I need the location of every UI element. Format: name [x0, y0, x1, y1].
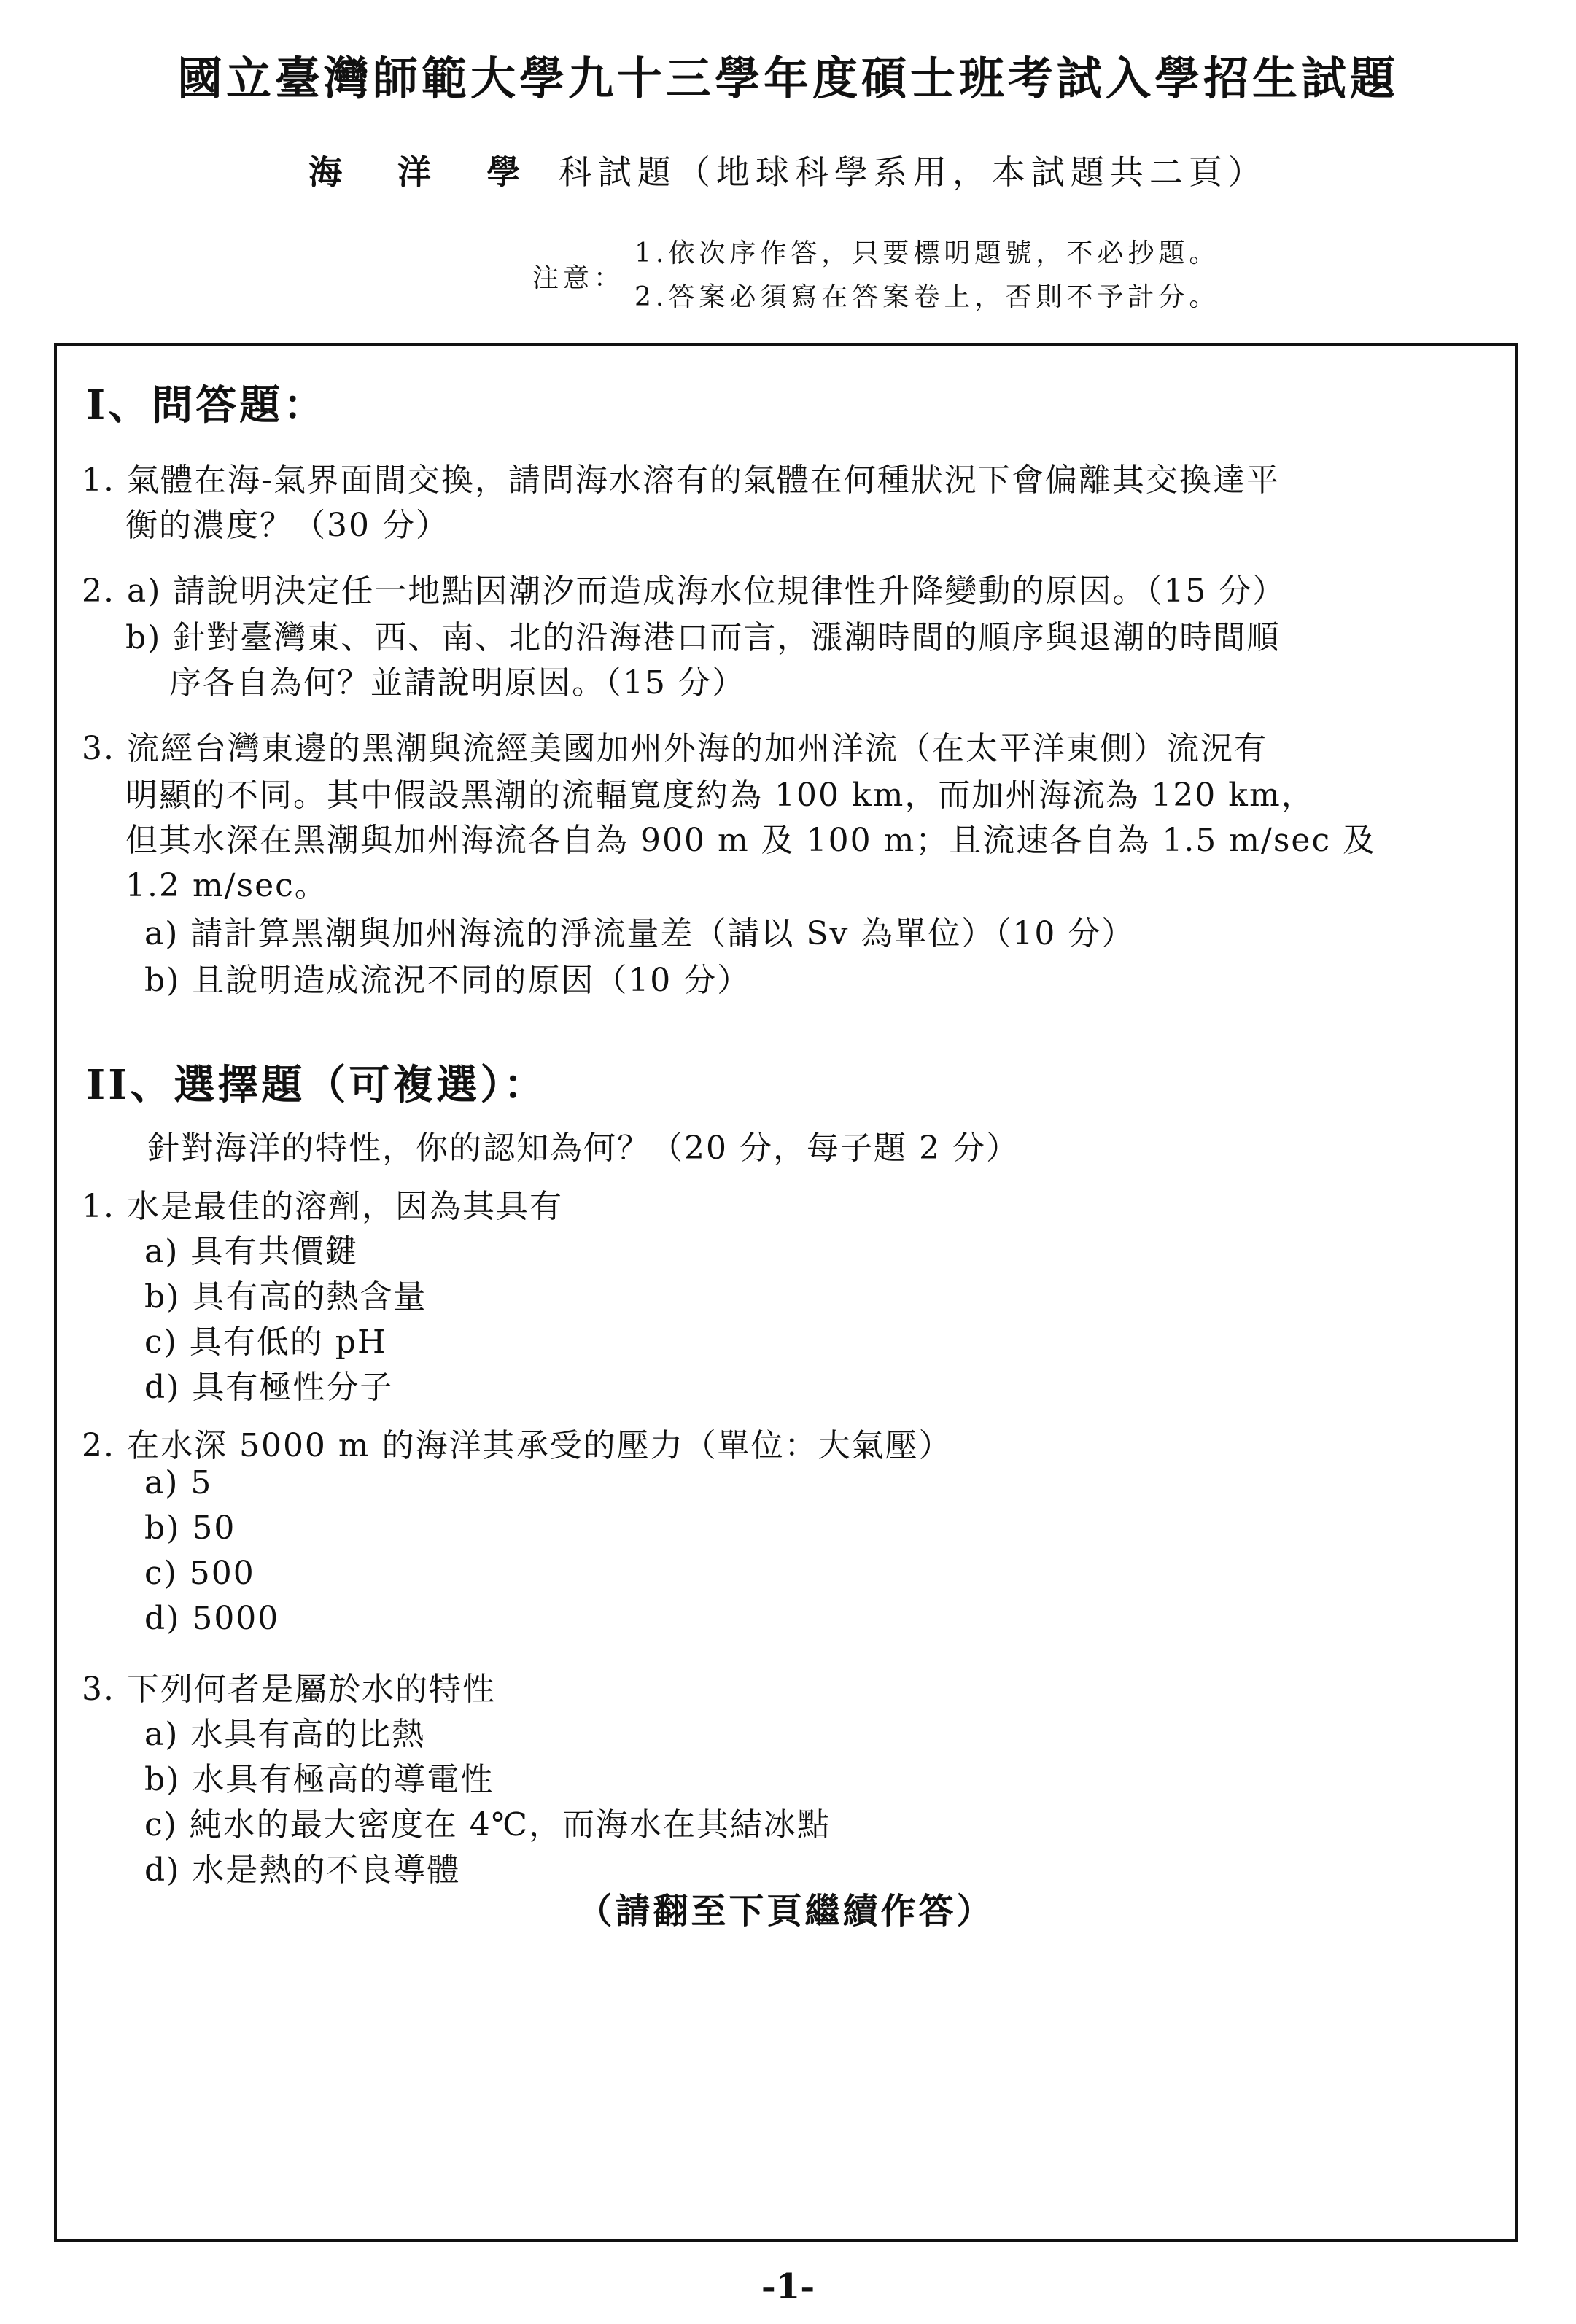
exam-title: 國立臺灣師範大學九十三學年度碩士班考試入學招生試題 — [176, 52, 1399, 105]
question-line: b) 針對臺灣東、西、南、北的沿海港口而言，漲潮時間的順序與退潮的時間順 — [125, 619, 1281, 656]
subject-name: 海 洋 學 — [308, 152, 543, 192]
question-line: 1. 氣體在海-氣界面間交換，請問海水溶有的氣體在何種狀況下會偏離其交換達平 — [82, 462, 1280, 499]
choice-line: 2. 在水深 5000 m 的海洋其承受的壓力（單位：大氣壓） — [82, 1427, 952, 1464]
question-line: 3. 流經台灣東邊的黑潮與流經美國加州外海的加州洋流（在太平洋東側）流況有 — [82, 730, 1268, 767]
section-heading-1: I、問答題： — [86, 381, 327, 430]
exam-subtitle — [0, 146, 1576, 194]
choice-line: d) 5000 — [144, 1600, 280, 1637]
choice-line: a) 水具有高的比熱 — [144, 1716, 426, 1753]
question-line: 但其水深在黑潮與加州海流各自為 900 m 及 100 m；且流速各自為 1.5 m/sec 及 — [125, 822, 1377, 859]
choice-line: b) 50 — [144, 1509, 236, 1547]
exam-notes — [532, 232, 1219, 319]
choice-line: c) 具有低的 pH — [144, 1324, 387, 1361]
choice-line: d) 具有極性分子 — [144, 1369, 394, 1406]
choice-line: b) 具有高的熱含量 — [144, 1278, 427, 1315]
question-line: b) 且說明造成流況不同的原因（10 分） — [144, 962, 751, 999]
subtitle-rest: 科試題（地球科學系用，本試題共二頁） — [558, 152, 1268, 192]
notes-label: 注意： — [532, 263, 625, 293]
choice-line: c) 500 — [144, 1555, 255, 1592]
choice-line: 3. 下列何者是屬於水的特性 — [82, 1671, 496, 1708]
choice-line: d) 水是熱的不良導體 — [144, 1851, 461, 1889]
question-line: 衡的濃度？（30 分） — [125, 507, 449, 544]
choice-line: a) 具有共價鍵 — [144, 1233, 359, 1270]
question-box — [54, 343, 1518, 2242]
section-heading-2: II、選擇題（可複選）： — [86, 1061, 548, 1109]
question-line: a) 請計算黑潮與加州海流的淨流量差（請以 Sv 為單位）（10 分） — [144, 915, 1136, 952]
choice-line: 1. 水是最佳的溶劑，因為其具有 — [82, 1188, 563, 1225]
choice-line: a) 5 — [144, 1464, 213, 1501]
question-line: 序各自為何？並請說明原因。（15 分） — [169, 664, 745, 702]
question-line: 1.2 m/sec。 — [125, 867, 328, 904]
continue-note: （請翻至下頁繼續作答） — [577, 1891, 995, 1932]
note-line: 2.答案必須寫在答案卷上，否則不予計分。 — [634, 282, 1220, 312]
note-line: 1.依次序作答，只要標明題號，不必抄題。 — [634, 238, 1220, 268]
question-line: 2. a) 請說明決定任一地點因潮汐而造成海水位規律性升降變動的原因。（15 分） — [82, 572, 1286, 610]
choice-line: b) 水具有極高的導電性 — [144, 1761, 494, 1798]
section-intro: 針對海洋的特性，你的認知為何？（20 分，每子題 2 分） — [147, 1130, 1020, 1167]
choice-line: c) 純水的最大密度在 4℃，而海水在其結冰點 — [144, 1806, 831, 1843]
page-number: -1- — [761, 2266, 815, 2307]
question-line: 明顯的不同。其中假設黑潮的流輻寬度約為 100 km，而加州海流為 120 km， — [125, 777, 1315, 814]
